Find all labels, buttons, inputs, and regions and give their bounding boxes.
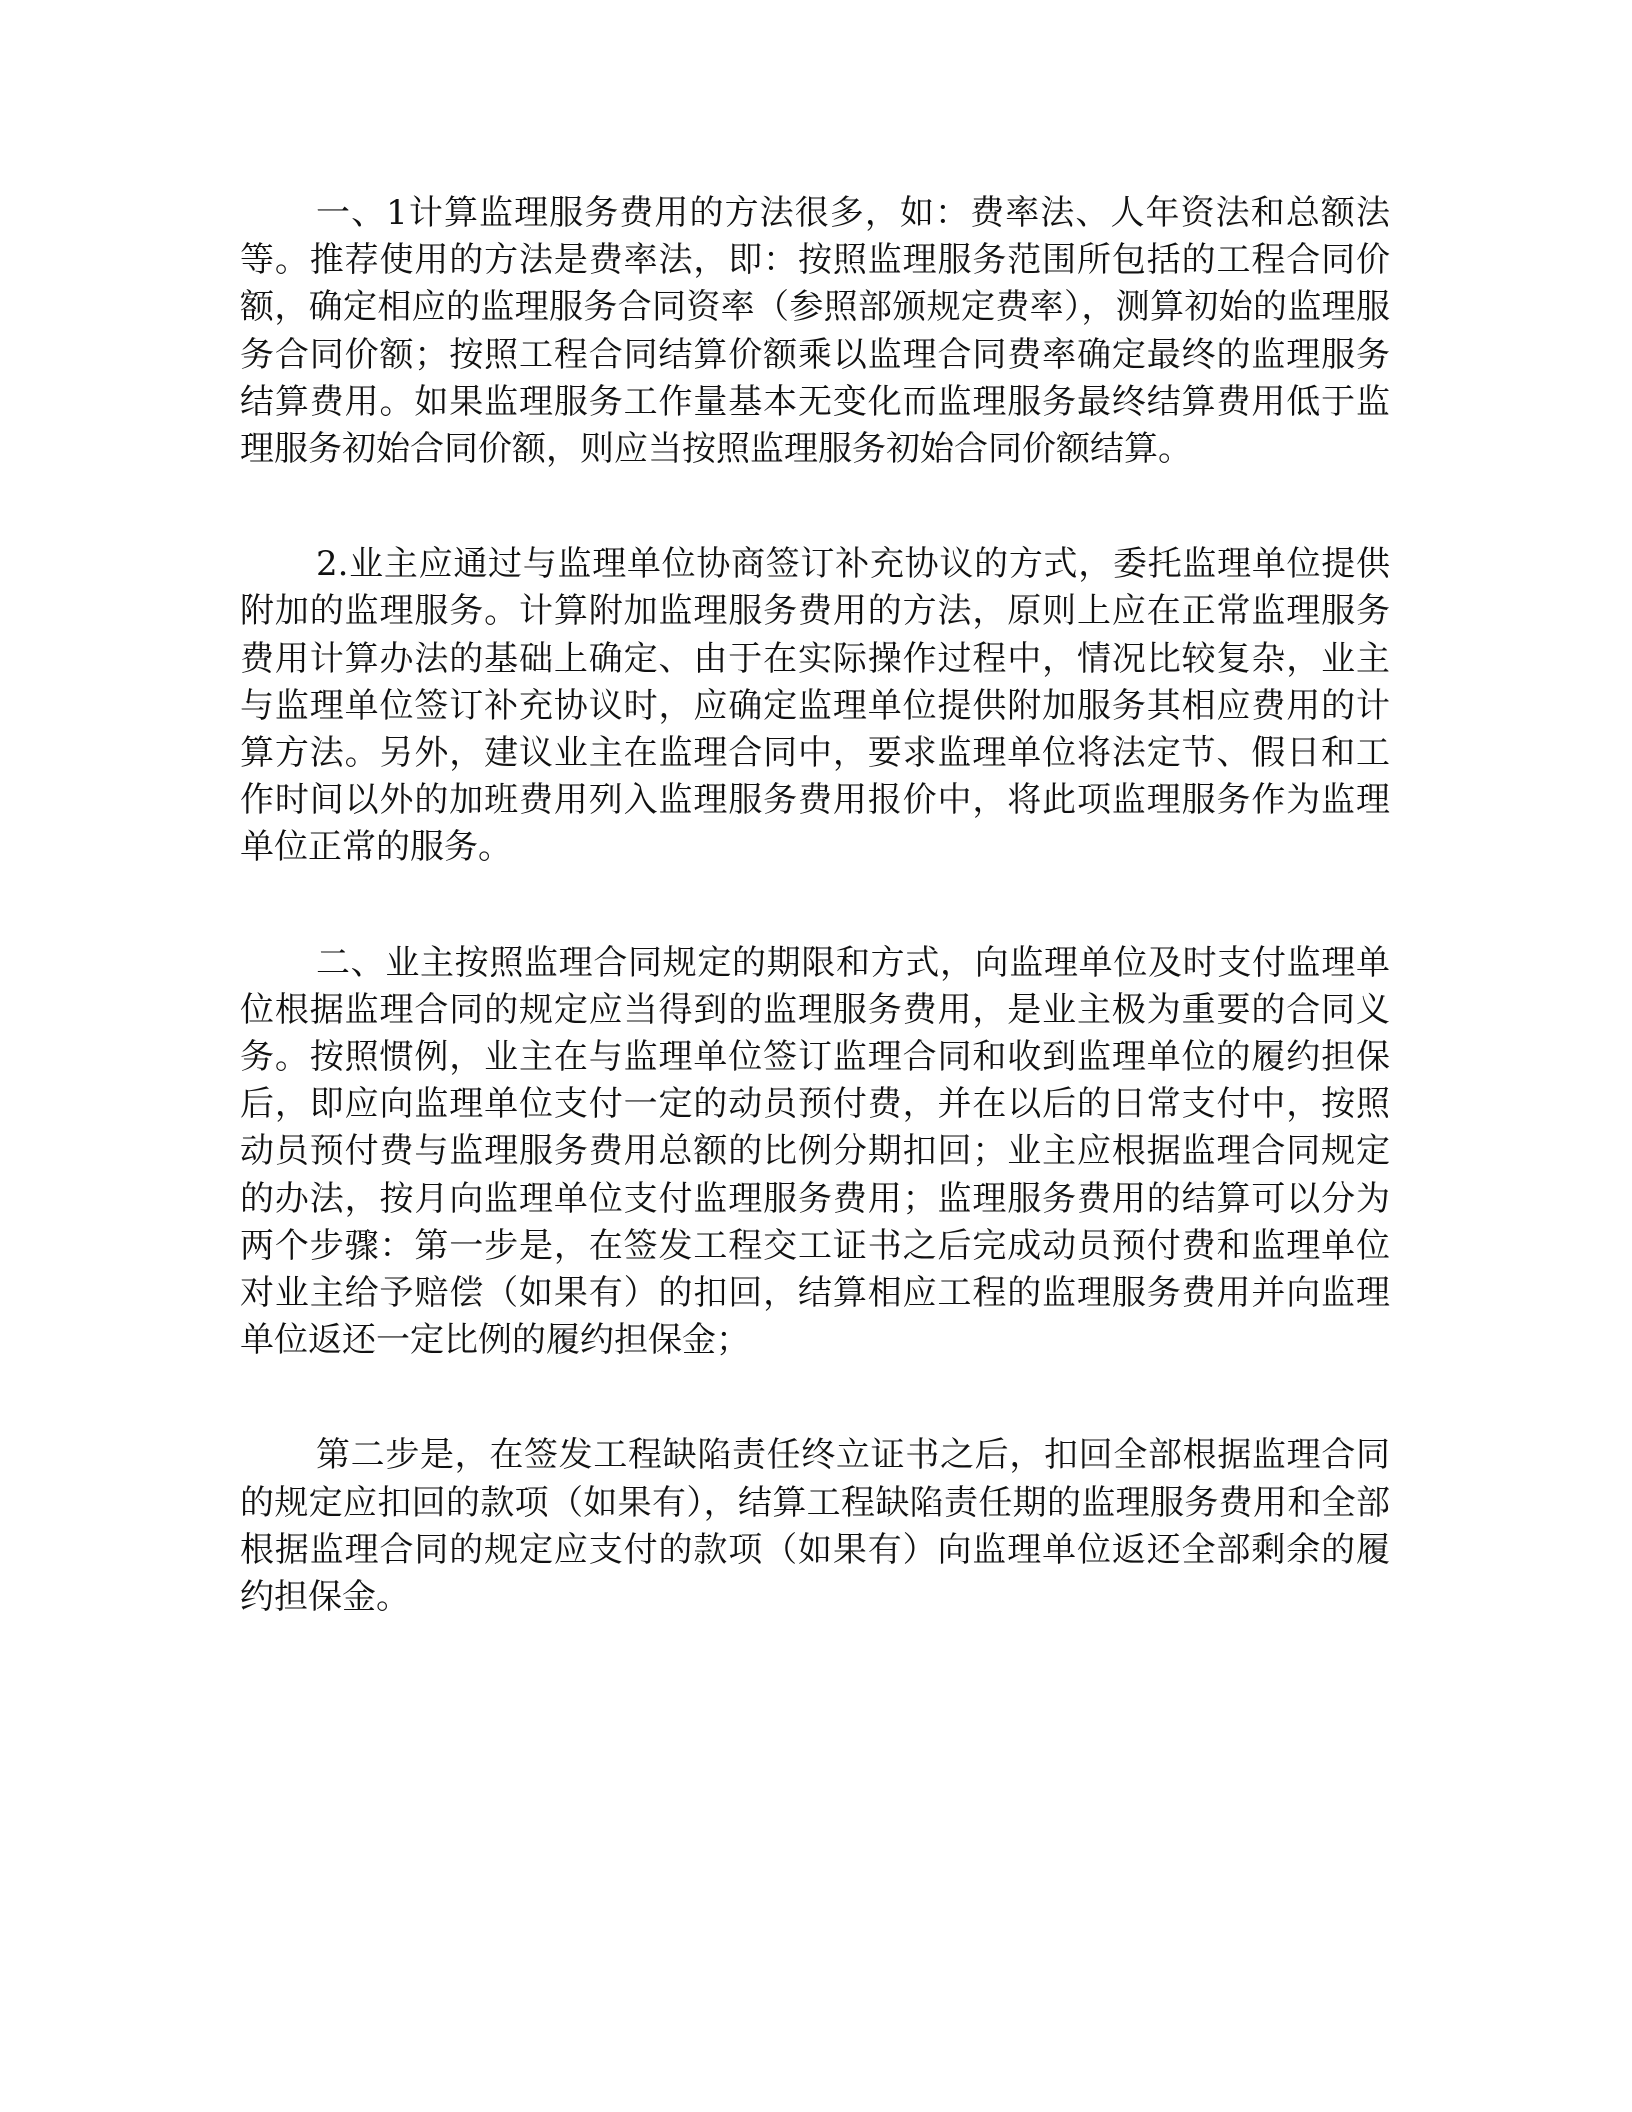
paragraph-2: 2.业主应通过与监理单位协商签订补充协议的方式，委托监理单位提供附加的监理服务。计算附加监理服务费用的方法，原则上应在正常监理服务费用计算办法的基础上确定、由于在实际操作过程中，情况比较复杂，业主与监理单位签订补充协议时，应确定监理单位提供附加服务其相应费用的计算方法。另外，建议业主在监理合同中，要求监理单位将法定节、假日和工作时间以外的加班费用列入监理服务费用报价中，将此项监理服务作为监理单位正常的服务。 bbox=[240, 544, 1390, 868]
paragraph-3: 二、业主按照监理合同规定的期限和方式，向监理单位及时支付监理单位根据监理合同的规定应当得到的监理服务费用，是业主极为重要的合同义务。按照惯例，业主在与监理单位签订监理合同和收到监理单位的履约担保后，即应向监理单位支付一定的动员预付费，并在以后的日常支付中，按照动员预付费与监理服务费用总额的比例分期扣回；业主应根据监理合同规定的办法，按月向监理单位支付监理服务费用；监理服务费用的结算可以分为两个步骤：第一步是，在签发工程交工证书之后完成动员预付费和监理单位对业主给予赔偿（如果有）的扣回，结算相应工程的监理服务费用并向监理单位返还一定比例的履约担保金； bbox=[240, 942, 1390, 1361]
paragraph-1: 一、1计算监理服务费用的方法很多，如：费率法、人年资法和总额法等。推荐使用的方法是费率法，即：按照监理服务范围所包括的工程合同价额，确定相应的监理服务合同资率（参照部颁规定费率），测算初始的监理服务合同价额；按照工程合同结算价额乘以监理合同费率确定最终的监理服务结算费用。如果监理服务工作量基本无变化而监理服务最终结算费用低于监理服务初始合同价额，则应当按照监理服务初始合同价额结算。 bbox=[240, 193, 1390, 470]
document-page bbox=[240, 190, 1390, 1621]
paragraph-4: 第二步是，在签发工程缺陷责任终立证书之后，扣回全部根据监理合同的规定应扣回的款项（如果有），结算工程缺陷责任期的监理服务费用和全部根据监理合同的规定应支付的款项（如果有）向监理单位返还全部剩余的履约担保金。 bbox=[240, 1435, 1390, 1618]
